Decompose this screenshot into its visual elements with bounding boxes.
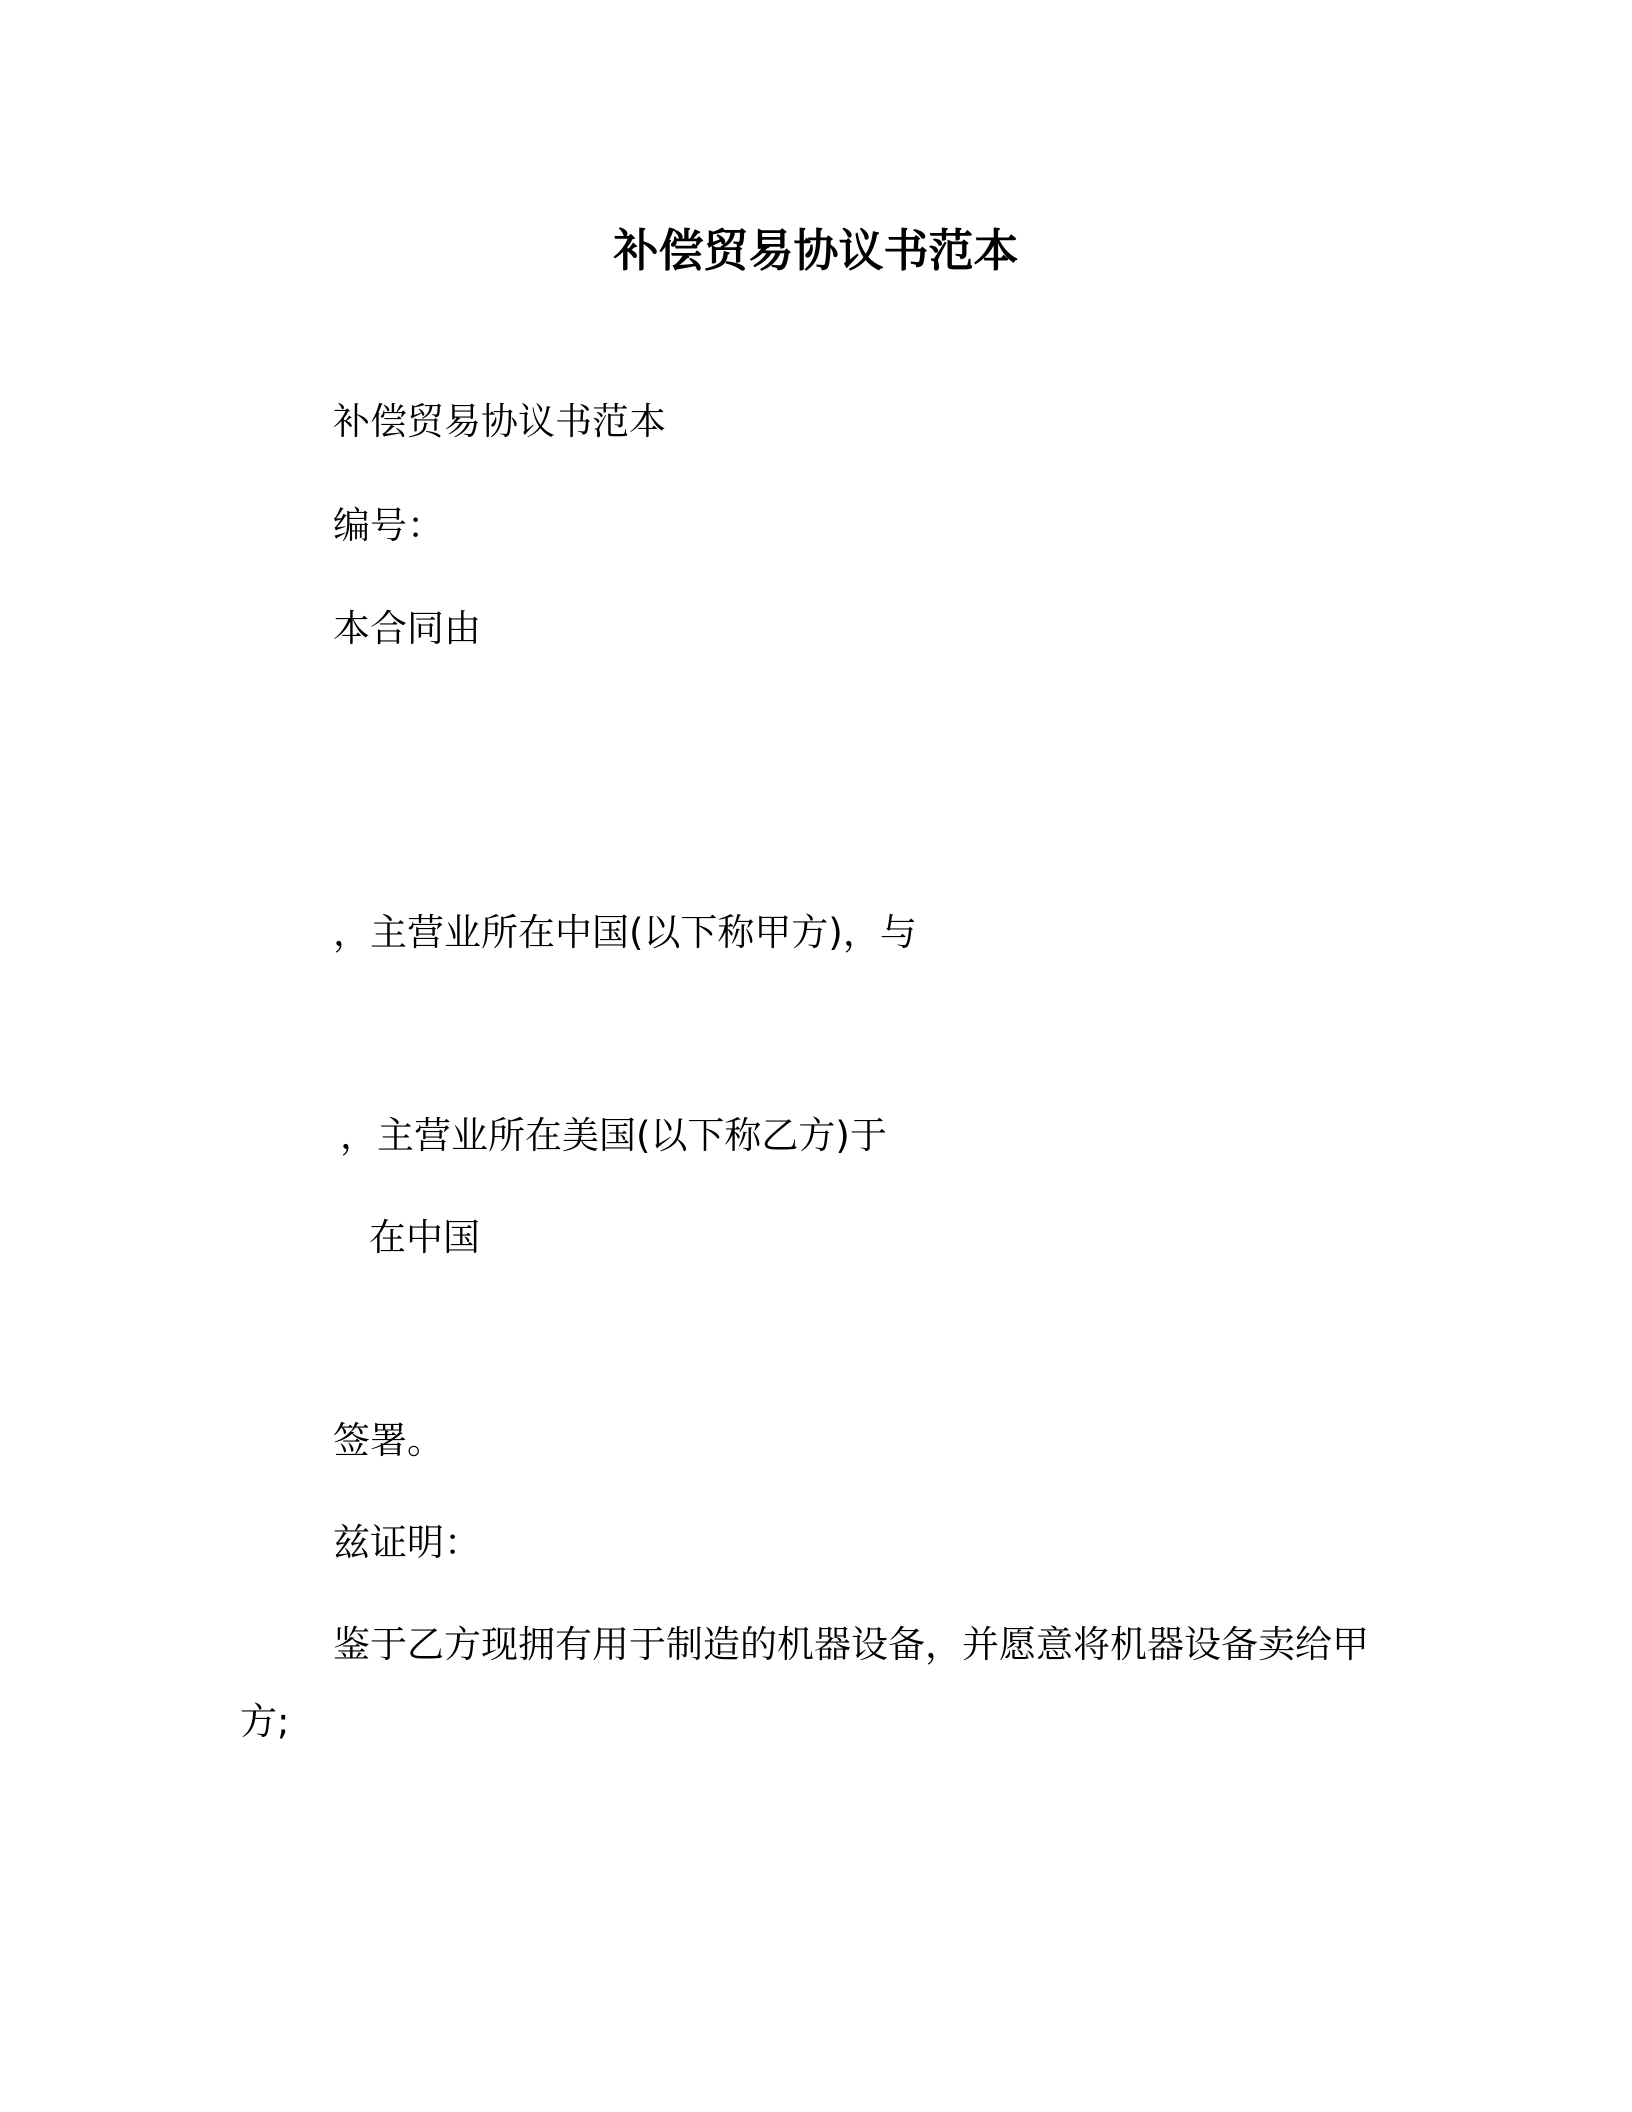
party-a-line: ，主营业所在中国(以下称甲方)，与 — [333, 911, 917, 954]
whereas-clause-line: 鉴于乙方现拥有用于制造的机器设备，并愿意将机器设备卖给甲 — [333, 1623, 1369, 1666]
contract-intro-line: 本合同由 — [333, 607, 481, 650]
number-label: 编号： — [333, 504, 444, 547]
whereas-clause-continuation: 方; — [240, 1700, 290, 1743]
witness-line: 兹证明： — [333, 1521, 481, 1564]
signed-line: 签署。 — [333, 1419, 444, 1462]
signing-location-line: 在中国 — [369, 1216, 480, 1259]
document-title: 补偿贸易协议书范本 — [613, 224, 1019, 277]
subtitle-line: 补偿贸易协议书范本 — [333, 400, 666, 443]
party-b-line: ，主营业所在美国(以下称乙方)于 — [340, 1114, 887, 1157]
